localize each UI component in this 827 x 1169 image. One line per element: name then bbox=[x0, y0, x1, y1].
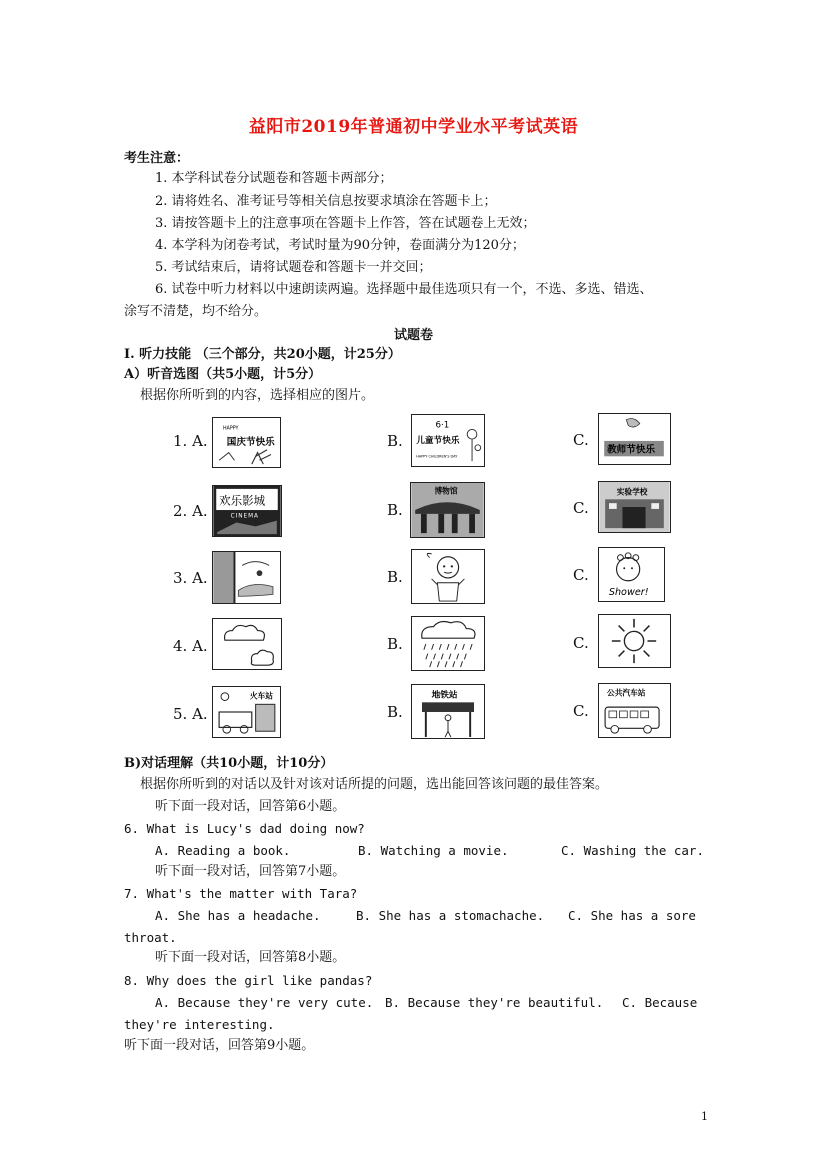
section-title: 试题卷 bbox=[393, 328, 433, 343]
q3c-text: Shower! bbox=[608, 587, 649, 599]
q5-label: 5. A. bbox=[173, 705, 208, 723]
q1-option-b-label: B. bbox=[387, 432, 403, 450]
option-a: A. Because they're very cute. bbox=[155, 995, 374, 1010]
notice-heading: 考生注意： bbox=[124, 151, 190, 166]
q4-option-c-picture bbox=[598, 614, 671, 668]
q3-option-c-label: C. bbox=[573, 566, 589, 584]
partB-heading: B)对话理解（共10小题，计10分） bbox=[124, 756, 334, 771]
option-b: B. Watching a movie. bbox=[358, 843, 509, 858]
q5-option-a-picture bbox=[212, 686, 281, 738]
notice-item: 4. 本学科为闭卷考试，考试时量为90分钟，卷面满分为120分； bbox=[155, 238, 525, 253]
q3-option-c-picture bbox=[598, 547, 665, 602]
q5c-text: 公共汽车站 bbox=[607, 688, 646, 698]
option-c: C. Washing the car. bbox=[561, 843, 704, 858]
question-lead: 听下面一段对话，回答第7小题。 bbox=[155, 864, 346, 879]
q1-option-c-picture bbox=[598, 413, 671, 465]
part1-heading: I. 听力技能 （三个部分，共20小题，计25分） bbox=[124, 347, 401, 362]
question-text: 7. What's the matter with Tara? bbox=[124, 886, 358, 901]
partB-instruction: 根据你所听到的对话以及针对该对话所提的问题，选出能回答该问题的最佳答案。 bbox=[140, 777, 609, 792]
q5b-text: 地铁站 bbox=[431, 690, 458, 701]
notice-item: 6. 试卷中听力材料以中速朗读两遍。选择题中最佳选项只有一个，不选、多选、错选、 bbox=[155, 282, 653, 297]
option-c: C. Because bbox=[622, 995, 698, 1010]
q3-option-b-picture bbox=[411, 549, 485, 604]
q4-option-b-label: B. bbox=[387, 635, 403, 653]
page-title: 益阳市2019年普通初中学业水平考试英语 bbox=[248, 117, 579, 137]
q2c-text: 实验学校 bbox=[616, 487, 648, 497]
q3-option-b-label: B. bbox=[387, 568, 403, 586]
option-b: B. She has a stomachache. bbox=[356, 908, 545, 923]
q1a-text: 国庆节快乐 bbox=[226, 436, 275, 448]
q2-option-c-label: C. bbox=[573, 499, 589, 517]
q5-option-c-label: C. bbox=[573, 702, 589, 720]
question-lead: 听下面一段对话，回答第9小题。 bbox=[124, 1038, 315, 1053]
q5a-text: 火车站 bbox=[249, 691, 273, 701]
q1b-text: 儿童节快乐 bbox=[416, 435, 460, 446]
notice-item: 3. 请按答题卡上的注意事项在答题卡上作答，答在试题卷上无效； bbox=[155, 216, 536, 231]
q1a-text: HAPPY bbox=[222, 426, 239, 432]
q2-option-c-picture bbox=[598, 481, 671, 533]
notice-item: 1. 本学科试卷分试题卷和答题卡两部分； bbox=[155, 171, 393, 186]
question-text: 8. Why does the girl like pandas? bbox=[124, 973, 373, 988]
option-wrap: they're interesting. bbox=[124, 1017, 275, 1032]
option-a: A. She has a headache. bbox=[155, 908, 321, 923]
option-wrap: throat. bbox=[124, 930, 177, 945]
q2-option-b-label: B. bbox=[387, 501, 403, 519]
question-text: 6. What is Lucy's dad doing now? bbox=[124, 821, 365, 836]
question-lead: 听下面一段对话，回答第8小题。 bbox=[155, 950, 346, 965]
q1-option-a-picture bbox=[212, 417, 281, 468]
q2b-text: 博物馆 bbox=[434, 486, 458, 496]
partA-instruction: 根据你所听到的内容，选择相应的图片。 bbox=[140, 388, 375, 403]
q5-option-c-picture bbox=[598, 683, 671, 738]
q1-option-c-label: C. bbox=[573, 431, 589, 449]
q1-option-b-picture bbox=[411, 414, 485, 467]
q1c-text: 教师节快乐 bbox=[607, 444, 656, 456]
notice-item: 2. 请将姓名、准考证号等相关信息按要求填涂在答题卡上； bbox=[155, 194, 497, 209]
page-number: 1 bbox=[701, 1110, 708, 1123]
q2-option-a-picture bbox=[212, 485, 282, 537]
q2a-text: 欢乐影城 bbox=[219, 493, 266, 508]
q5-option-b-picture bbox=[411, 684, 485, 739]
partA-heading: A）听音选图（共5小题，计5分） bbox=[124, 367, 322, 382]
q1-label: 1. A. bbox=[173, 432, 208, 450]
option-a: A. Reading a book. bbox=[155, 843, 291, 858]
q4-option-b-picture bbox=[411, 616, 485, 671]
option-b: B. Because they're beautiful. bbox=[385, 995, 604, 1010]
q4-option-c-label: C. bbox=[573, 634, 589, 652]
q2a-text: CINEMA bbox=[230, 513, 259, 520]
notice-item: 5. 考试结束后，请将试题卷和答题卡一并交回； bbox=[155, 260, 432, 275]
q3-label: 3. A. bbox=[173, 569, 208, 587]
q4-option-a-picture bbox=[212, 618, 282, 670]
q3-option-a-picture bbox=[212, 551, 281, 604]
q2-label: 2. A. bbox=[173, 502, 208, 520]
question-lead: 听下面一段对话，回答第6小题。 bbox=[155, 799, 346, 814]
option-c: C. She has a sore bbox=[568, 908, 696, 923]
q4-label: 4. A. bbox=[173, 637, 208, 655]
q1b-text: 6·1 bbox=[435, 420, 450, 431]
q1b-text: HAPPY CHILDREN'S DAY bbox=[416, 454, 458, 459]
notice-item: 涂写不清楚，均不给分。 bbox=[124, 304, 268, 319]
q2-option-b-picture bbox=[410, 482, 485, 538]
q5-option-b-label: B. bbox=[387, 703, 403, 721]
